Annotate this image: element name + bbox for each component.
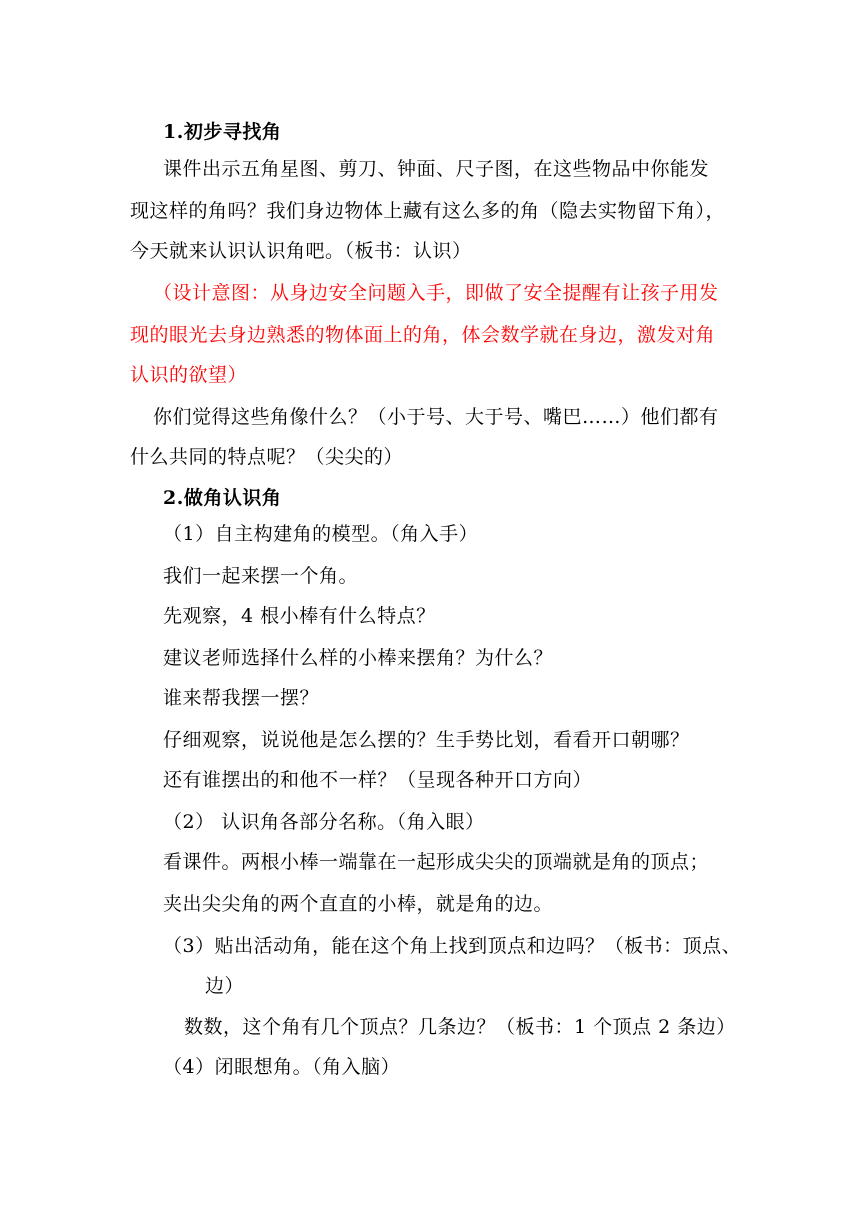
paragraph-line: 课件出示五角星图、剪刀、钟面、尺子图，在这些物品中你能发	[163, 158, 710, 180]
design-note-line: 认识的欲望）	[130, 364, 248, 386]
step-line: 建议老师选择什么样的小棒来摆角？为什么？	[163, 647, 554, 669]
step-title: （3）贴出活动角，能在这个角上找到顶点和边吗？（板书：顶点、	[163, 935, 742, 957]
design-note-line: 现的眼光去身边熟悉的物体面上的角，体会数学就在身边，激发对角	[130, 324, 716, 346]
step-title: （2） 认识角各部分名称。（角入眼）	[163, 811, 485, 833]
heading-initial-find-angles: 1.初步寻找角	[163, 121, 282, 143]
paragraph-line: 你们觉得这些角像什么？（小于号、大于号、嘴巴……）他们都有	[153, 406, 719, 428]
step-title: （4）闭眼想角。（角入脑）	[163, 1056, 401, 1078]
step-line: 谁来帮我摆一摆？	[163, 687, 320, 709]
step-line: 仔细观察，说说他是怎么摆的？生手势比划，看看开口朝哪？	[163, 729, 690, 751]
step-line: 数数，这个角有几个顶点？几条边？（板书：1 个顶点 2 条边）	[184, 1016, 736, 1038]
step-line: 还有谁摆出的和他不一样？（呈现各种开口方向）	[163, 769, 593, 791]
step-title: （1）自主构建角的模型。（角入手）	[163, 523, 479, 545]
paragraph-line: 今天就来认识认识角吧。（板书：认识）	[130, 240, 472, 262]
step-line: 先观察，4 根小棒有什么特点？	[163, 605, 436, 627]
step-line: 看课件。两根小棒一端靠在一起形成尖尖的顶端就是角的顶点；	[163, 851, 710, 873]
design-note-line: （设计意图：从身边安全问题入手，即做了安全提醒有让孩子用发	[153, 282, 719, 304]
paragraph-line: 什么共同的特点呢？（尖尖的）	[130, 446, 404, 468]
step-line: 边）	[205, 975, 245, 997]
paragraph-line: 现这样的角吗？我们身边物体上藏有这么多的角（隐去实物留下角），	[130, 200, 726, 222]
step-line: 夹出尖尖角的两个直直的小棒，就是角的边。	[163, 893, 554, 915]
step-line: 我们一起来摆一个角。	[163, 565, 359, 587]
heading-make-angles: 2.做角认识角	[163, 487, 282, 509]
